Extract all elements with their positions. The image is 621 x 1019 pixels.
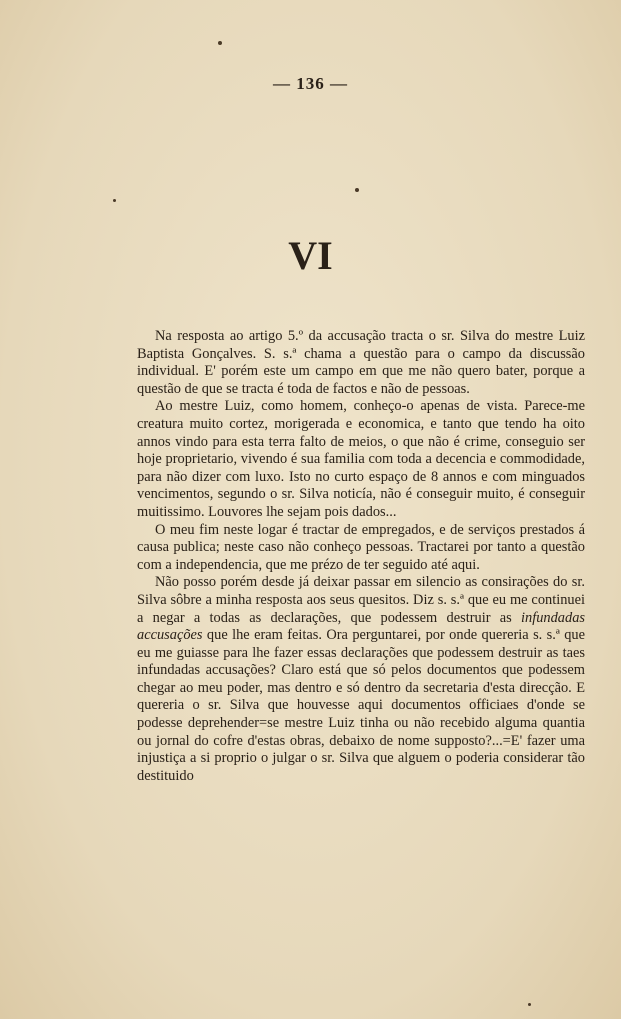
ink-speck bbox=[218, 41, 222, 45]
paragraph-4 bbox=[137, 574, 585, 785]
paragraph-4-start: Não posso porém desde já deixar passar em silencio as consirações do sr. Silva sôbre a minha resposta aos seus quesitos. Diz s. s.ª que eu me continuei a negar a todas as declarações, que podessem destruir as bbox=[137, 574, 585, 626]
paragraph-3: O meu fim neste logar é tractar de empregados, e de serviços prestados á causa publica; neste caso não conheço pessoas. Tractarei por tanto a questão com a independencia, que me prézo de ter seguido até aqui. bbox=[137, 521, 585, 573]
ink-speck bbox=[355, 188, 359, 192]
ink-speck bbox=[113, 199, 116, 202]
chapter-heading: VI bbox=[288, 233, 333, 278]
ink-speck bbox=[528, 1003, 531, 1006]
paragraph-4-end: que lhe eram feitas. Ora perguntarei, por onde quereria s. s.ª que eu me guiasse para lhe fazer essas declarações que podessem destruir as taes infundadas accusações? Claro está que só pelos documentos que podessem chegar ao meu poder, mas dentro e só dentro da secretaria d'esta direcção. E quereria o sr. Silva que houvesse aqui documentos officiaes d'onde se podesse deprehender=se mestre Luiz tinha ou não recebido alguma quantia ou jornal do cofre d'estas obras, debaixo de nome supposto?...=E' fazer uma injustiça a si proprio o julgar o sr. Silva que alguem o poderia considerar tão destituido bbox=[137, 627, 585, 784]
body-text bbox=[137, 328, 585, 785]
paragraph-2: Ao mestre Luiz, como homem, conheço-o apenas de vista. Parece-me creatura muito cortez, morigerada e economica, e tanto que tendo ha oito annos vindo para esta terra falto de meios, o que não é crime, conseguio ser hoje proprietario, vivendo é sua familia com toda a decencia e commodidade, para não dizer com luxo. Isto no curto espaço de 8 annos e com minguados vencimentos, segundo o sr. Silva noticía, não é conseguir muito, é conseguir muitissimo. Louvores lhe sejam pois dados... bbox=[137, 398, 585, 520]
paragraph-1: Na resposta ao artigo 5.º da accusação tracta o sr. Silva do mestre Luiz Baptista Gonçalves. S. s.ª chama a questão para o campo da discussão individual. E' porém este um campo em que me não quero bater, porque a questão de que se tracta é toda de factos e não de pessoas. bbox=[137, 328, 585, 397]
paragraph-4-emphasis: infundadas accusações bbox=[137, 609, 585, 644]
page-number: — 136 — bbox=[273, 74, 348, 93]
